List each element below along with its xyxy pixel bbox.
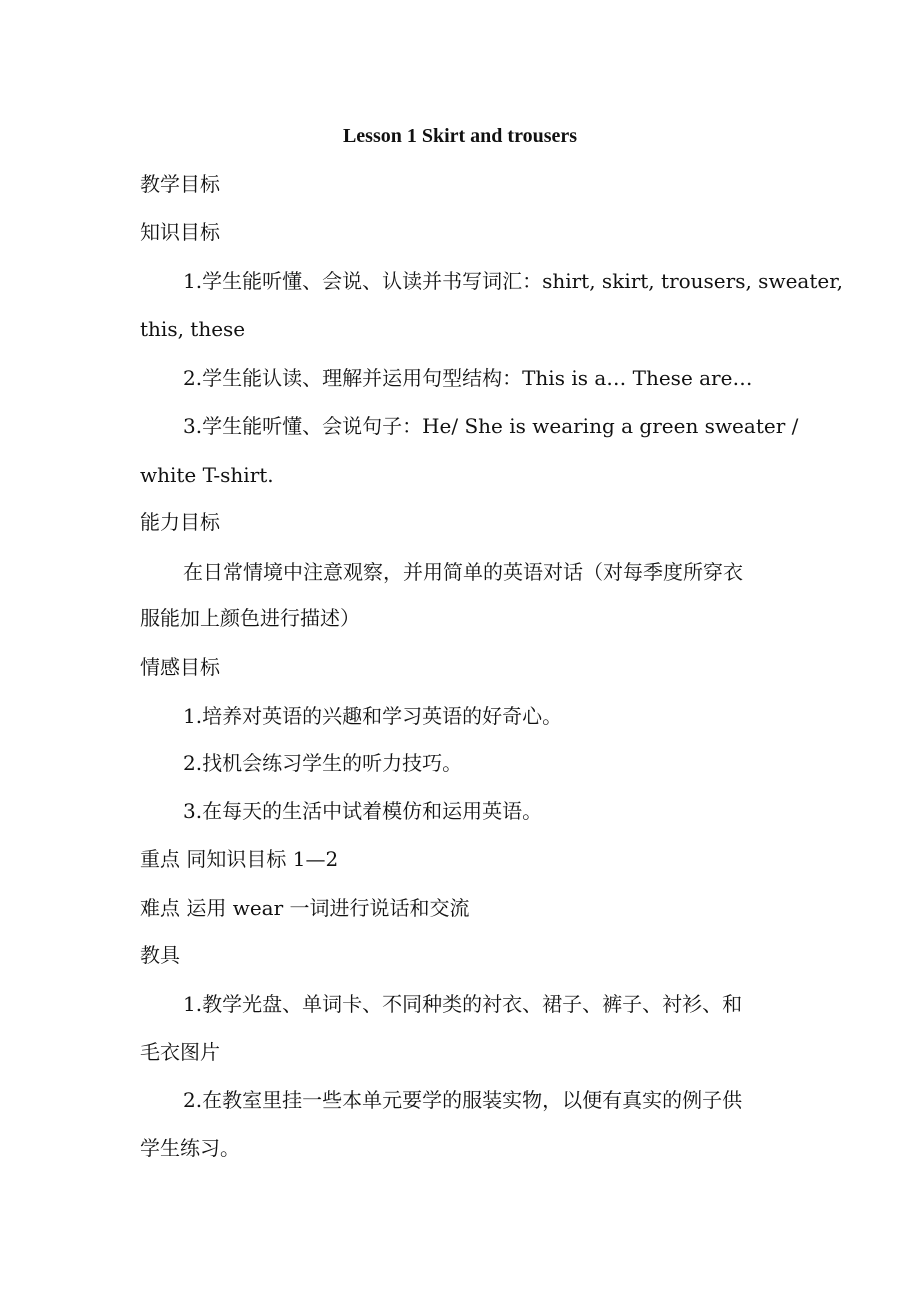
tools-item-1-line-2: 毛衣图片 <box>140 1040 220 1064</box>
knowledge-item-3-line-2: white T-shirt. <box>140 463 274 487</box>
ability-text-line-1: 在日常情境中注意观察，并用简单的英语对话（对每季度所穿衣 <box>183 560 743 584</box>
knowledge-item-2: 2.学生能认读、理解并运用句型结构：This is a… These are… <box>183 366 753 390</box>
emotion-item-2: 2.找机会练习学生的听力技巧。 <box>183 751 463 775</box>
key-point: 重点 同知识目标 1—2 <box>140 847 339 871</box>
heading-teaching-tools: 教具 <box>140 943 180 967</box>
knowledge-item-1-line-1: 1.学生能听懂、会说、认读并书写词汇：shirt, skirt, trousers, sweater, <box>183 269 843 293</box>
heading-knowledge-objectives: 知识目标 <box>140 220 220 244</box>
document-title: Lesson 1 Skirt and trousers <box>342 125 578 147</box>
heading-teaching-objectives: 教学目标 <box>140 172 220 196</box>
heading-emotion-objectives: 情感目标 <box>140 655 220 679</box>
difficult-point: 难点 运用 wear 一词进行说话和交流 <box>140 896 470 920</box>
emotion-item-1: 1.培养对英语的兴趣和学习英语的好奇心。 <box>183 704 563 728</box>
ability-text-line-2: 服能加上颜色进行描述） <box>140 606 360 630</box>
heading-ability-objectives: 能力目标 <box>140 510 220 534</box>
tools-item-1-line-1: 1.教学光盘、单词卡、不同种类的衬衣、裙子、裤子、衬衫、和 <box>183 992 743 1016</box>
tools-item-2-line-1: 2.在教室里挂一些本单元要学的服装实物，以便有真实的例子供 <box>183 1088 743 1112</box>
knowledge-item-1-line-2: this, these <box>140 317 246 341</box>
tools-item-2-line-2: 学生练习。 <box>140 1136 240 1160</box>
emotion-item-3: 3.在每天的生活中试着模仿和运用英语。 <box>183 799 543 823</box>
knowledge-item-3-line-1: 3.学生能听懂、会说句子：He/ She is wearing a green sweater / <box>183 414 799 438</box>
